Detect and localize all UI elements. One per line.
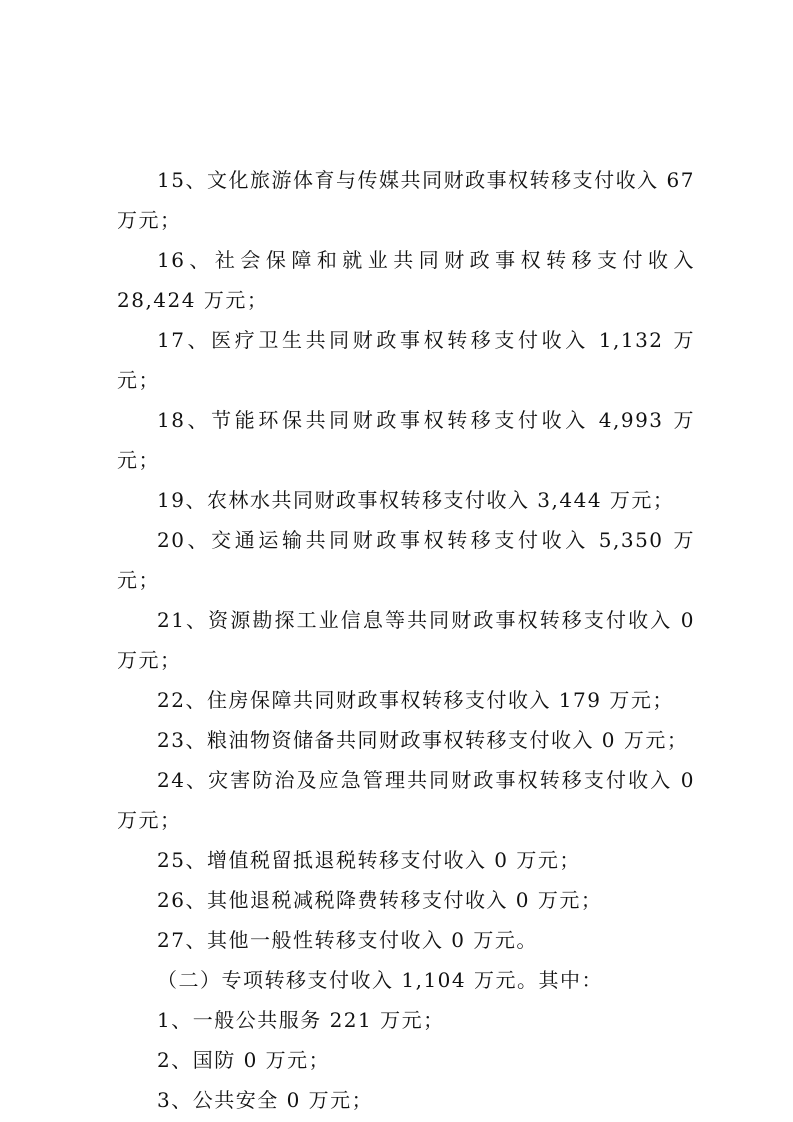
document-body	[117, 160, 695, 1120]
paragraph-15: 15、文化旅游体育与传媒共同财政事权转移支付收入 67 万元；	[117, 168, 695, 232]
paragraph-24: 24、灾害防治及应急管理共同财政事权转移支付收入 0 万元；	[117, 768, 695, 832]
list-item-1: 1、一般公共服务 221 万元；	[157, 1008, 445, 1032]
paragraph-17: 17、医疗卫生共同财政事权转移支付收入 1,132 万元；	[117, 328, 695, 392]
paragraph-23: 23、粮油物资储备共同财政事权转移支付收入 0 万元；	[157, 728, 689, 752]
list-item-3: 3、公共安全 0 万元；	[157, 1088, 374, 1112]
paragraph-18: 18、节能环保共同财政事权转移支付收入 4,993 万元；	[117, 408, 695, 472]
list-item-2: 2、国防 0 万元；	[157, 1048, 331, 1072]
paragraph-16: 16、社会保障和就业共同财政事权转移支付收入 28,424 万元；	[117, 248, 695, 312]
paragraph-27: 27、其他一般性转移支付收入 0 万元。	[157, 928, 538, 952]
section-heading-special-transfer: （二）专项转移支付收入 1,104 万元。其中：	[157, 968, 603, 992]
paragraph-25: 25、增值税留抵退税转移支付收入 0 万元；	[157, 848, 581, 872]
paragraph-20: 20、交通运输共同财政事权转移支付收入 5,350 万元；	[117, 528, 695, 592]
paragraph-22: 22、住房保障共同财政事权转移支付收入 179 万元；	[157, 688, 674, 712]
paragraph-26: 26、其他退税减税降费转移支付收入 0 万元；	[157, 888, 603, 912]
paragraph-19: 19、农林水共同财政事权转移支付收入 3,444 万元；	[157, 488, 675, 512]
paragraph-21: 21、资源勘探工业信息等共同财政事权转移支付收入 0 万元；	[117, 608, 695, 672]
